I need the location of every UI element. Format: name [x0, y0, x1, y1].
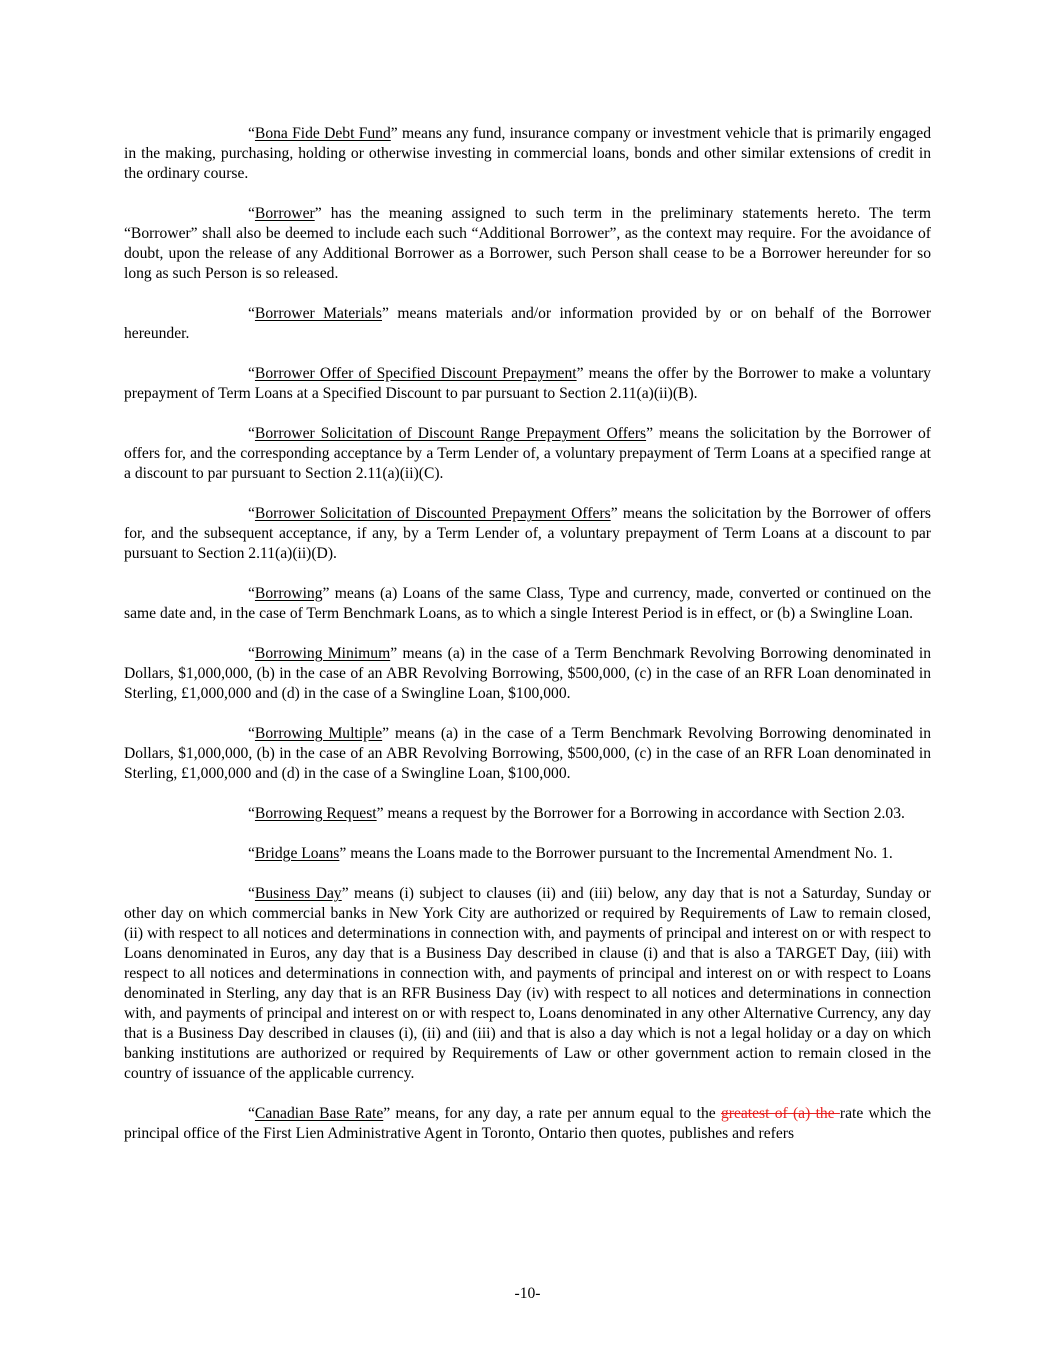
- definition-paragraph: “Bona Fide Debt Fund” means any fund, insurance company or investment vehicle that is primarily engaged in the making, purchasing, holding or otherwise investing in commercial loans, bonds and other similar extensions of credit in the ordinary course.: [124, 125, 931, 182]
- definition-paragraph: “Borrower Solicitation of Discounted Prepayment Offers” means the solicitation by the Borrower of offers for, and the subsequent acceptance, if any, by a Term Lender of, a voluntary prepayment of Term Loans at a discount to par pursuant to Section 2.11(a)(ii)(D).: [124, 505, 931, 562]
- defined-term: Borrower Solicitation of Discount Range Prepayment Offers: [254, 425, 647, 442]
- definition-text: ” means a request by the Borrower for a Borrowing in accordance with Section 2.03.: [376, 805, 905, 822]
- definition-paragraph: “Borrowing Minimum” means (a) in the case of a Term Benchmark Revolving Borrowing denominated in Dollars, $1,000,000, (b) in the case of an ABR Revolving Borrowing, $500,000, (c) in the case of an RFR Loan denominated in Sterling, £1,000,000 and (d) in the case of a Swingline Loan, $100,000.: [124, 645, 932, 702]
- defined-term: Business Day: [254, 885, 342, 902]
- definition-paragraph: “Borrowing Request” means a request by the Borrower for a Borrowing in accordance with Section 2.03.: [248, 805, 905, 822]
- definition-paragraph: “Borrower Solicitation of Discount Range Prepayment Offers” means the solicitation by the Borrower of offers for, and the corresponding acceptance by a Term Lender of, a voluntary prepayment of Term Loans at a specified range at a discount to par pursuant to Section 2.11(a)(ii)(C).: [124, 425, 931, 482]
- definition-text: ” means (a) in the case of a Term Benchmark Revolving Borrowing denominated in Dollars, $1,000,000, (b) in the case of an ABR Revolving Borrowing, $500,000, (c) in the case of an RFR Loan denominated in Sterling, £1,000,000 and (d) in the case of a Swingline Loan, $100,000.: [124, 725, 931, 782]
- definition-paragraph: “Bridge Loans” means the Loans made to the Borrower pursuant to the Incremental Amendment No. 1.: [248, 845, 893, 862]
- defined-term: Bona Fide Debt Fund: [254, 125, 391, 142]
- definition-text: ” means any fund, insurance company or investment vehicle that is primarily engaged in the making, purchasing, holding or otherwise investing in commercial loans, bonds and other similar extensions of credit in the ordinary course.: [124, 125, 931, 182]
- page-number: -10-: [514, 1285, 541, 1302]
- defined-term: Borrowing Minimum: [254, 645, 391, 662]
- document-body: [124, 124, 931, 1144]
- defined-term: Borrower Solicitation of Discounted Prepayment Offers: [254, 505, 611, 522]
- definition-text-continued: rate which the principal office of the First Lien Administrative Agent in Toronto, Ontario then quotes, publishes and refers: [124, 1105, 931, 1142]
- defined-term: Borrower Offer of Specified Discount Prepayment: [254, 365, 577, 382]
- defined-term: Borrowing Multiple: [254, 725, 383, 742]
- deleted-text: greatest of (a) the: [720, 1105, 840, 1122]
- definition-text: ” means (a) Loans of the same Class, Type and currency, made, converted or continued on the same date and, in the case of Term Benchmark Loans, as to which a single Interest Period is in effect, or (b) a Swingline Loan.: [124, 585, 931, 622]
- definition-paragraph: “Business Day” means (i) subject to clauses (ii) and (iii) below, any day that is not a Saturday, Sunday or other day on which commercial banks in New York City are authorized or required by Requirements of Law to remain closed, (ii) with respect to all notices and determinations in connection with, and payments of principal and interest on or with respect to Loans denominated in Euros, any day that is a Business Day described in clause (i) and that is also a TARGET Day, (iii) with respect to all notices and determinations in connection with, and payments of principal and interest on or with respect to Loans denominated in Sterling, any day that is an RFR Business Day (iv) with respect to all notices and determinations in connection with, and payments of principal and interest on or with respect to, Loans denominated in any other Alternative Currency, any day that is a Business Day described in clauses (i), (ii) and (iii) and that is also a day which is not a legal holiday or a day on which banking institutions are authorized or required by Requirements of Law or other government action to remain closed in the country of issuance of the applicable currency.: [124, 885, 931, 1082]
- definition-text: ” means (i) subject to clauses (ii) and (iii) below, any day that is not a Saturday, Sunday or other day on which commercial banks in New York City are authorized or required by Requirements of Law to remain closed, (ii) with respect to all notices and determinations in connection with, and payments of principal and interest on or with respect to Loans denominated in Euros, any day that is a Business Day described in clause (i) and that is also a TARGET Day, (iii) with respect to all notices and determinations in connection with, and payments of principal and interest on or with respect to Loans denominated in Sterling, any day that is an RFR Business Day (iv) with respect to all notices and determinations in connection with, and payments of principal and interest on or with respect to, Loans denominated in any other Alternative Currency, any day that is a Business Day described in clauses (i), (ii) and (iii) and that is also a day which is not a legal holiday or a day on which banking institutions are authorized or required by Requirements of Law or other government action to remain closed in the country of issuance of the applicable currency.: [124, 885, 931, 1082]
- definition-text: ” means (a) in the case of a Term Benchmark Revolving Borrowing denominated in Dollars, $1,000,000, (b) in the case of an ABR Revolving Borrowing, $500,000, (c) in the case of an RFR Loan denominated in Sterling, £1,000,000 and (d) in the case of a Swingline Loan, $100,000.: [124, 645, 932, 702]
- defined-term: Borrowing: [254, 585, 323, 602]
- definition-text: ” means the offer by the Borrower to make a voluntary prepayment of Term Loans at a Specified Discount to par pursuant to Section 2.11(a)(ii)(B).: [124, 365, 931, 402]
- defined-term: Borrower Materials: [254, 305, 383, 322]
- definition-paragraph: “Borrower” has the meaning assigned to such term in the preliminary statements hereto. The term “Borrower” shall also be deemed to include each such “Additional Borrower”, as the context may require. For the avoidance of doubt, upon the release of any Additional Borrower as a Borrower, such Person shall cease to be a Borrower hereunder for so long as such Person is so released.: [124, 205, 931, 282]
- definition-paragraph: “Borrower Materials” means materials and/or information provided by or on behalf of the Borrower hereunder.: [124, 305, 932, 342]
- definition-text: ” has the meaning assigned to such term in the preliminary statements hereto. The term “Borrower” shall also be deemed to include each such “Additional Borrower”, as the context may require. For the avoidance of doubt, upon the release of any Additional Borrower as a Borrower, such Person shall cease to be a Borrower hereunder for so long as such Person is so released.: [124, 205, 931, 282]
- definition-text: ” means materials and/or information provided by or on behalf of the Borrower hereunder.: [124, 305, 932, 342]
- definition-text: ” means the solicitation by the Borrower of offers for, and the subsequent acceptance, if any, by a Term Lender of, a voluntary prepayment of Term Loans at a discount to par pursuant to Section 2.11(a)(ii)(D).: [124, 505, 931, 562]
- definition-text: ” means the Loans made to the Borrower pursuant to the Incremental Amendment No. 1.: [339, 845, 893, 862]
- defined-term: Borrower: [254, 205, 315, 222]
- definition-text: ” means, for any day, a rate per annum equal to the: [383, 1105, 721, 1122]
- defined-term: Borrowing Request: [254, 805, 377, 822]
- defined-term: Canadian Base Rate: [254, 1105, 384, 1122]
- defined-term: Bridge Loans: [254, 845, 340, 862]
- definition-text: ” means the solicitation by the Borrower of offers for, and the corresponding acceptance by a Term Lender of, a voluntary prepayment of Term Loans at a specified range at a discount to par pursuant to Section 2.11(a)(ii)(C).: [124, 425, 931, 482]
- definition-paragraph-canadian-base-rate: “Canadian Base Rate” means, for any day, a rate per annum equal to the greatest of (a) the rate which the principal office of the First Lien Administrative Agent in Toronto, Ontario then quotes, publishes and refers: [124, 1105, 931, 1142]
- definition-paragraph: “Borrowing” means (a) Loans of the same Class, Type and currency, made, converted or continued on the same date and, in the case of Term Benchmark Loans, as to which a single Interest Period is in effect, or (b) a Swingline Loan.: [124, 585, 931, 622]
- definition-paragraph: “Borrowing Multiple” means (a) in the case of a Term Benchmark Revolving Borrowing denominated in Dollars, $1,000,000, (b) in the case of an ABR Revolving Borrowing, $500,000, (c) in the case of an RFR Loan denominated in Sterling, £1,000,000 and (d) in the case of a Swingline Loan, $100,000.: [124, 725, 931, 782]
- definition-paragraph: “Borrower Offer of Specified Discount Prepayment” means the offer by the Borrower to make a voluntary prepayment of Term Loans at a Specified Discount to par pursuant to Section 2.11(a)(ii)(B).: [124, 365, 931, 402]
